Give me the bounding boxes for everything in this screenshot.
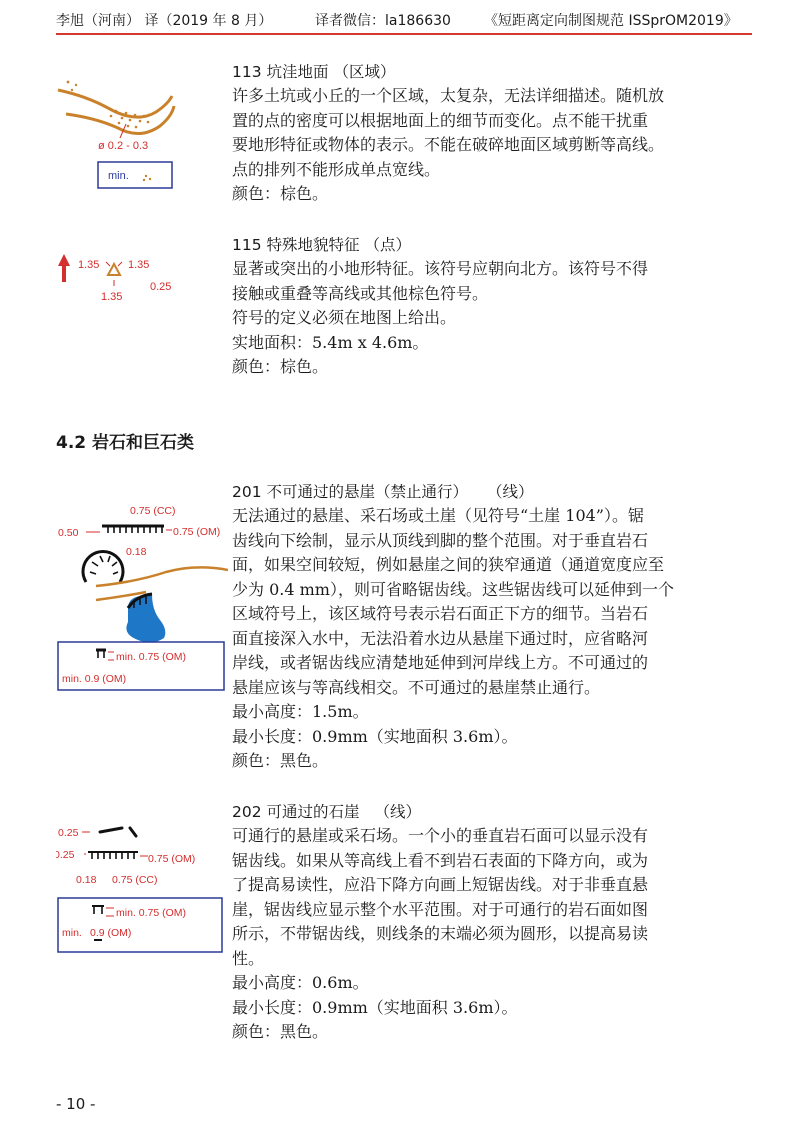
symbol-202-left: 0.25 bbox=[56, 849, 75, 861]
symbol-202-title bbox=[232, 800, 421, 822]
symbol-202-cc: 0.75 (CC) bbox=[112, 874, 158, 886]
symbol-201-tick-w: 0.18 bbox=[126, 546, 147, 558]
symbol-201-top-cc: 0.75 (CC) bbox=[130, 505, 176, 517]
symbol-115-line: 显著或突出的小地形特征。该符号应朝向北方。该符号不得 bbox=[232, 259, 649, 278]
symbol-201-line: 少为 0.4 mm），则可省略锯齿线。这些锯齿线可以延伸到一个 bbox=[232, 579, 674, 599]
symbol-113-line: 点的排列不能形成单点宽线。 bbox=[232, 159, 441, 179]
header-rule bbox=[56, 33, 752, 35]
symbol-202-kind: （线） bbox=[374, 803, 421, 821]
symbol-201-min-length: 最小长度：0.9mm（实地面积 3.6m）。 bbox=[232, 726, 518, 746]
symbol-113-color: 颜色：棕色。 bbox=[232, 184, 329, 203]
symbol-115-dim-bottom: 1.35 bbox=[101, 291, 123, 303]
symbol-202-color: 颜色：黑色。 bbox=[232, 1022, 329, 1041]
symbol-113-line: 许多土坑或小丘的一个区域，太复杂，无法详细描述。随机放 bbox=[232, 86, 665, 105]
symbol-202-line: 了提高易读性，应沿下降方向画上短锯齿线。对于非垂直悬 bbox=[232, 875, 649, 894]
symbol-115-dim-line: 0.25 bbox=[150, 281, 172, 293]
symbol-201-figure bbox=[56, 500, 228, 692]
symbol-201-line: 区域符号上，该区域符号表示岩石面正下方的细节。当岩石 bbox=[232, 604, 649, 623]
symbol-113-min-label: min. bbox=[108, 170, 129, 182]
symbol-115-description bbox=[232, 257, 648, 380]
symbol-201-line: 悬崖应该与等高线相交。不可通过的悬崖禁止通行。 bbox=[232, 677, 601, 697]
page-number: - 10 - bbox=[56, 1095, 96, 1113]
symbol-202-min-om: min. 0.75 (OM) bbox=[116, 907, 187, 919]
symbol-115-line: 接触或重叠等高线或其他棕色符号。 bbox=[232, 283, 489, 303]
header-translator: 李旭（河南） 译（2019 年 8 月） bbox=[56, 13, 273, 29]
symbol-202-min-height: 最小高度：0.6m。 bbox=[232, 973, 369, 992]
symbol-202-number-title: 202 可通过的石崖 bbox=[232, 803, 360, 821]
symbol-201-line: 面直接深入水中，无法沿着水边从悬崖下通过时，应省略河 bbox=[232, 628, 649, 648]
symbol-202-line: 崖，锯齿线应显示整个水平范围。对于可通行的岩石面如图 bbox=[232, 899, 649, 919]
symbol-113-kind: （区域） bbox=[333, 63, 396, 81]
header-wechat: 译者微信：la186630 bbox=[315, 13, 451, 29]
symbol-201-min-height: 最小高度：1.5m。 bbox=[232, 702, 369, 721]
north-arrow-icon bbox=[58, 254, 70, 282]
symbol-202-right-om: 0.75 (OM) bbox=[148, 853, 196, 865]
symbol-202-line: 性。 bbox=[232, 948, 265, 968]
symbol-201-line: 齿线向下绘制，显示从顶线到脚的整个范围。对于垂直岩石 bbox=[232, 530, 649, 550]
symbol-201-min-len: min. 0.9 (OM) bbox=[62, 673, 127, 685]
symbol-201-title bbox=[232, 480, 533, 502]
symbol-201-line: 岸线，或者锯齿线应清楚地延伸到河岸线上方。不可通过的 bbox=[232, 653, 649, 672]
symbol-115-line: 实地面积：5.4m x 4.6m。 bbox=[232, 332, 429, 352]
symbol-115-color: 颜色：棕色。 bbox=[232, 357, 329, 376]
symbol-202-line: 所示，不带锯齿线，则线条的末端必须为圆形，以提高易读 bbox=[232, 924, 649, 943]
symbol-115-number-title: 115 特殊地貌特征 bbox=[232, 236, 360, 254]
symbol-201-min-om: min. 0.75 (OM) bbox=[116, 651, 187, 663]
symbol-201-line: 面，如果空间较短，例如悬崖之间的狭窄通道（通道宽度应至 bbox=[232, 555, 665, 574]
section-heading: 4.2 岩石和巨石类 bbox=[56, 433, 195, 453]
symbol-202-top: 0.25 bbox=[58, 827, 79, 839]
symbol-202-line: 锯齿线。如果从等高线上看不到岩石表面的下降方向，或为 bbox=[232, 850, 649, 870]
symbol-202-min-length: 最小长度：0.9mm（实地面积 3.6m）。 bbox=[232, 997, 518, 1017]
symbol-201-number-title: 201 不可通过的悬崖（禁止通行） bbox=[232, 483, 469, 501]
header-doc-title: 《短距离定向制图规范 ISSprOM2019》 bbox=[484, 13, 738, 29]
symbol-115-dim-right: 1.35 bbox=[128, 259, 150, 271]
symbol-113-line: 要地形特征或物体的表示。不能在破碎地面区域剪断等高线。 bbox=[232, 135, 665, 154]
symbol-113-dot-label: ø 0.2 - 0.3 bbox=[98, 140, 149, 152]
symbol-202-figure bbox=[56, 822, 228, 964]
symbol-201-color: 颜色：黑色。 bbox=[232, 751, 329, 770]
symbol-202-tick-w: 0.18 bbox=[76, 874, 97, 886]
symbol-201-right-om: 0.75 (OM) bbox=[173, 526, 221, 538]
symbol-113-title bbox=[232, 60, 395, 82]
symbol-113-line: 置的点的密度可以根据地面上的细节而变化。点不能干扰重 bbox=[232, 110, 649, 130]
symbol-202-min-len2: 0.9 (OM) bbox=[90, 927, 132, 939]
symbol-115-figure bbox=[56, 252, 226, 308]
symbol-115-dim-left: 1.35 bbox=[78, 259, 100, 271]
symbol-115-kind: （点） bbox=[364, 236, 411, 254]
symbol-115-line: 符号的定义必须在地图上给出。 bbox=[232, 308, 457, 327]
symbol-202-line: 可通行的悬崖或采石场。一个小的垂直岩石面可以显示没有 bbox=[232, 826, 649, 845]
symbol-113-figure bbox=[56, 78, 226, 198]
symbol-201-left: 0.50 bbox=[58, 527, 79, 539]
symbol-201-line: 无法通过的悬崖、采石场或土崖（见符号“土崖 104”）。锯 bbox=[232, 506, 644, 525]
symbol-202-min-len: min. bbox=[62, 927, 82, 939]
symbol-115-title bbox=[232, 233, 411, 255]
symbol-113-description bbox=[232, 84, 664, 207]
symbol-113-number-title: 113 坑洼地面 bbox=[232, 63, 329, 81]
symbol-201-description bbox=[232, 504, 674, 774]
symbol-202-description bbox=[232, 824, 648, 1045]
symbol-201-kind: （线） bbox=[486, 483, 534, 501]
